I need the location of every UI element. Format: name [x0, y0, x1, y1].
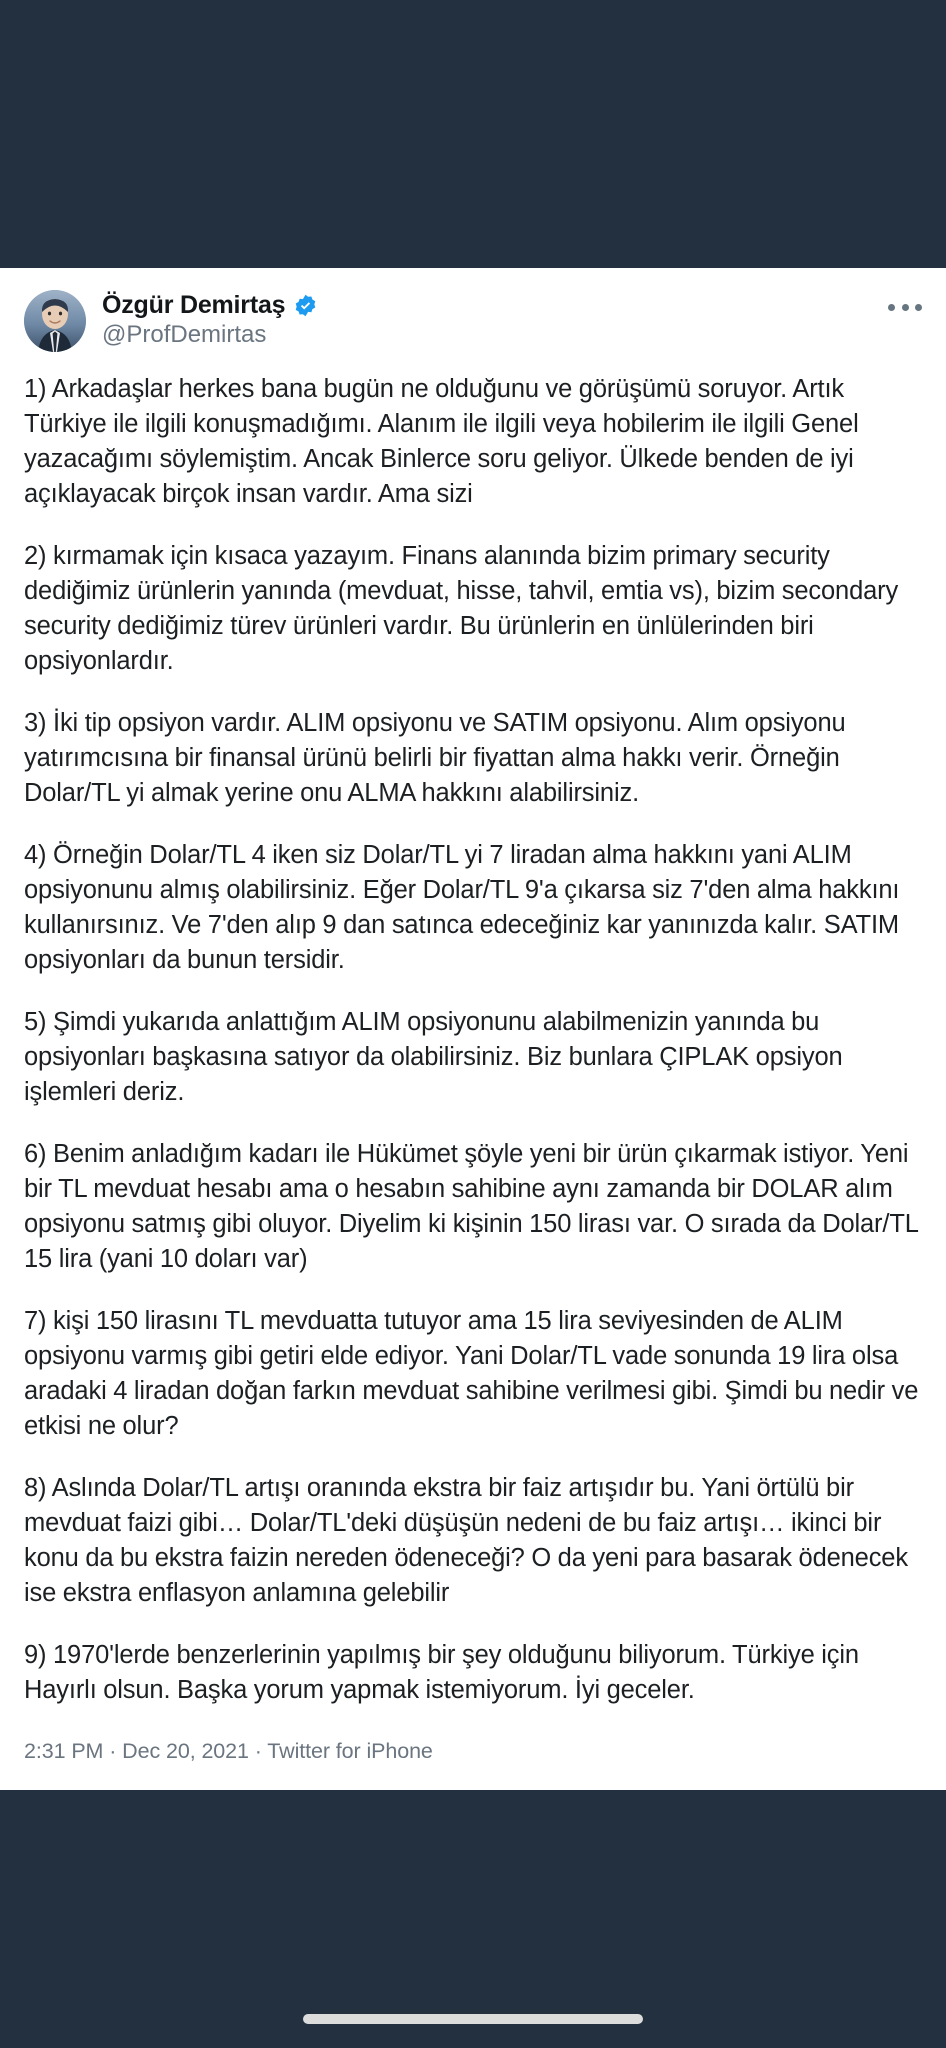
- tweet-paragraph: 8) Aslında Dolar/TL artışı oranında ekstra bir faiz artışıdır bu. Yani örtülü bir mevduat faizi gibi… Dolar/TL'deki düşüşün nedeni de bu faiz artışı… ikinci bir konu da bu ekstra faizin nereden ödeneceği? O da yeni para basarak ödenecek ise ekstra enflasyon anlamına gelebilir: [24, 1474, 908, 1607]
- tweet-paragraph: 1) Arkadaşlar herkes bana bugün ne olduğunu ve görüşümü soruyor. Artık Türkiye ile ilgili konuşmadığımı. Alanım ile ilgili veya hobilerim ile ilgili Genel yazacağımı söylemiştim. Ancak Binlerce soru geliyor. Ülkede benden de iyi açıklayacak birçok insan vardır. Ama sizi: [24, 375, 859, 508]
- name-row: [102, 291, 317, 319]
- tweet-paragraph: 5) Şimdi yukarıda anlattığım ALIM opsiyonunu alabilmenizin yanında bu opsiyonları başkasına satıyor da olabilirsiniz. Biz bunlara ÇIPLAK opsiyon işlemleri deriz.: [24, 1008, 843, 1106]
- handle: @ProfDemirtas: [102, 321, 267, 348]
- tweet-paragraph: 3) İki tip opsiyon vardır. ALIM opsiyonu ve SATIM opsiyonu. Alım opsiyonu yatırımcısına bir finansal ürünü belirli bir fiyattan alma hakkı verir. Örneğin Dolar/TL yi almak yerine onu ALMA hakkını alabilirsiniz.: [24, 709, 846, 807]
- verified-badge-icon: [294, 294, 317, 317]
- tweet-paragraph: 2) kırmamak için kısaca yazayım. Finans alanında bizim primary security dediğimiz ürünlerin yanında (mevduat, hisse, tahvil, emtia vs), bizim secondary security dediğimiz türev ürünleri vardır. Bu ürünlerin en ünlülerinden biri opsiyonlardır.: [24, 542, 899, 675]
- more-dot: [915, 304, 922, 311]
- avatar[interactable]: [24, 290, 86, 352]
- more-dot: [888, 304, 895, 311]
- tweet-paragraph: 4) Örneğin Dolar/TL 4 iken siz Dolar/TL yi 7 liradan alma hakkını yani ALIM opsiyonunu almış olabilirsiniz. Eğer Dolar/TL 9'a çıkarsa siz 7'den alma hakkını kullanırsınız. Ve 7'den alıp 9 dan satınca edeceğiniz kar yanınızda kalır. SATIM opsiyonları da bunun tersidir.: [24, 841, 900, 974]
- tweet-card: [0, 268, 946, 1790]
- tweet-paragraph: 7) kişi 150 lirasını TL mevduatta tutuyor ama 15 lira seviyesinden de ALIM opsiyonu varmış gibi getiri elde ediyor. Yani Dolar/TL vade sonunda 19 lira olsa aradaki 4 liradan doğan farkın mevduat sahibine verilmesi gibi. Şimdi bu nedir ve etkisi ne olur?: [24, 1307, 919, 1440]
- more-options-icon[interactable]: [888, 294, 922, 320]
- identity-block: [102, 290, 317, 349]
- tweet-paragraph: 9) 1970'lerde benzerlerinin yapılmış bir şey olduğunu biliyorum. Türkiye için Hayırlı olsun. Başka yorum yapmak istemiyorum. İyi geceler.: [24, 1641, 859, 1704]
- tweet-header: [0, 268, 946, 352]
- more-dot: [902, 304, 909, 311]
- tweet-paragraph: 6) Benim anladığım kadarı ile Hükümet şöyle yeni bir ürün çıkarmak istiyor. Yeni bir TL mevduat hesabı ama o hesabın sahibine aynı zamanda bir DOLAR alım opsiyonu satmış gibi oluyor. Diyelim ki kişinin 150 lirası var. O sırada da Dolar/TL 15 lira (yani 10 doları var): [24, 1140, 918, 1273]
- status-bar-area: [0, 0, 946, 268]
- tweet-text-body: [0, 352, 946, 1708]
- home-indicator[interactable]: [303, 2014, 643, 2024]
- bottom-area: [0, 1790, 946, 2048]
- display-name: Özgür Demirtaş: [102, 291, 286, 319]
- tweet-timestamp[interactable]: 2:31 PM · Dec 20, 2021 · Twitter for iPhone: [24, 1739, 433, 1763]
